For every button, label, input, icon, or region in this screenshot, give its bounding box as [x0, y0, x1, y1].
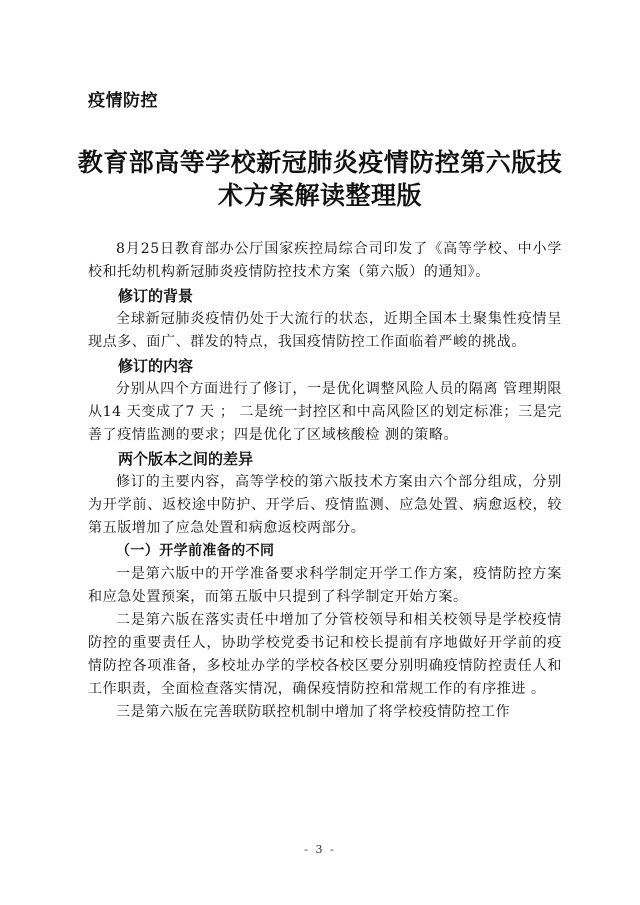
- section-heading: 两个版本之间的差异: [118, 450, 254, 468]
- document-body: [88, 238, 562, 724]
- paragraph: 全球新冠肺炎疫情仍处于大流行的状态，近期全国本土聚集性疫情呈现点多、面广、群发的特点，我国疫情防控工作面临着严峻的挑战。: [88, 311, 562, 350]
- section-heading: 修订的内容: [118, 357, 194, 375]
- page-number: - 3 -: [304, 843, 336, 856]
- paragraph: 修订的主要内容，高等学校的第六版技术方案由六个部分组成，分别为开学前、返校途中防护、开学后、疫情监测、应急处置、病愈返校，较第五版增加了应急处置和病愈返校两部分。: [88, 474, 562, 536]
- paragraph: 分别从四个方面进行了修订，一是优化调整风险人员的隔离 管理期限从14 天变成了7 天 ； 二是统一封控区和中高风险区的划定标准；三是完善了疫情监测的要求；四是优化了区域核酸检 测的策略。: [88, 381, 562, 443]
- document-title: 教育部高等学校新冠肺炎疫情防控第六版技术方案解读整理版: [77, 148, 563, 210]
- paragraph: 三是第六版在完善联防联控机制中增加了将学校疫情防控工作: [116, 704, 511, 720]
- paragraph: 8月25日教育部办公厅国家疾控局综合司印发了《高等学校、中小学校和托幼机构新冠肺炎疫情防控技术方案（第六版）的通知》。: [88, 241, 562, 280]
- paragraph: 二是第六版在落实责任中增加了分管校领导和相关校领导是学校疫情防控的重要责任人，协助学校党委书记和校长提前有序地做好开学前的疫情防控各项准备，多校址办学的学校各校区要分别明确疫情防控责任人和工作职责，全面检查落实情况，确保疫情防控和常规工作的有序推进 。: [88, 612, 562, 697]
- section-heading: 修订的背景: [118, 287, 194, 305]
- subsection-heading: （一）开学前准备的不同: [116, 543, 275, 559]
- document-category: 疫情防控: [88, 91, 158, 111]
- paragraph: 一是第六版中的开学准备要求科学制定开学工作方案，疫情防控方案和应急处置预案，而第五版中只提到了科学制定开始方案。: [88, 566, 562, 605]
